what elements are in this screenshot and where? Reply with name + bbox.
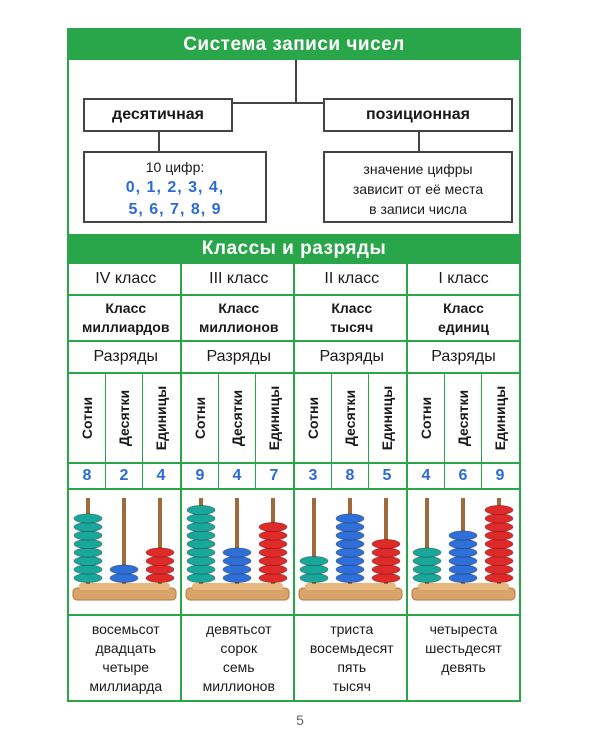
abacus-base-top [418, 583, 509, 590]
positional-description-box [323, 151, 513, 223]
abacus [182, 490, 296, 614]
place-label-cell [445, 374, 481, 462]
place-label: Сотни [418, 396, 434, 440]
abacus-bead [449, 531, 477, 540]
abacus-bead [336, 573, 364, 582]
abacus-bead [413, 573, 441, 582]
abacus-bead [259, 565, 287, 574]
place-divider [331, 464, 332, 488]
number-in-words [295, 616, 409, 700]
words-line: восемьсот [91, 621, 160, 637]
abacus-bead [413, 556, 441, 565]
class-name-line: единиц [438, 319, 489, 335]
abacus-bead [187, 522, 215, 531]
abacus-bead [259, 522, 287, 531]
abacus-bead [300, 565, 328, 574]
place-divider [218, 374, 219, 462]
place-label-cell [295, 374, 331, 462]
place-divider [444, 374, 445, 462]
abacus-bead [187, 573, 215, 582]
digit-value: 4 [232, 467, 242, 484]
place-divider [255, 374, 256, 462]
place-label-cell [256, 374, 292, 462]
abacus-bead [187, 556, 215, 565]
place-label-cell [182, 374, 218, 462]
place-labels [295, 374, 409, 462]
abacus-bead [449, 573, 477, 582]
words-line: сорок [220, 640, 258, 656]
classes-band: Классы и разряды [69, 234, 519, 264]
words-line: пять [337, 659, 367, 675]
abacus-bead [413, 565, 441, 574]
place-label: Десятки [229, 389, 245, 447]
class-column [182, 264, 296, 702]
abacus-bead [146, 565, 174, 574]
digit-value: 4 [421, 467, 431, 484]
place-label: Десятки [116, 389, 132, 447]
abacus-bead [223, 565, 251, 574]
abacus-bead [449, 539, 477, 548]
place-divider [481, 374, 482, 462]
abacus-bead [146, 556, 174, 565]
place-divider [444, 464, 445, 488]
abacus [408, 490, 519, 614]
abacus-bead [74, 531, 102, 540]
place-labels [182, 374, 296, 462]
abacus-bead [449, 548, 477, 557]
place-labels [69, 374, 183, 462]
title-band: Система записи чисел [69, 30, 519, 60]
digit-value: 8 [82, 467, 92, 484]
class-name-line: тысяч [330, 319, 374, 335]
digit-row [408, 464, 519, 488]
place-divider [368, 464, 369, 488]
digits-line-2: 5, 6, 7, 8, 9 [128, 201, 222, 218]
place-divider [481, 464, 482, 488]
digit-row [182, 464, 296, 488]
words-line: девятьсот [205, 621, 272, 637]
abacus-bead [336, 548, 364, 557]
abacus [295, 490, 409, 614]
abacus-bead [187, 531, 215, 540]
words-line: четыре [102, 659, 150, 675]
place-label-cell [482, 374, 518, 462]
place-divider [331, 374, 332, 462]
positional-line-3: в записи числа [369, 201, 467, 217]
class-name [408, 296, 519, 340]
class-name [295, 296, 409, 340]
abacus-bead [449, 565, 477, 574]
place-label: Десятки [342, 389, 358, 447]
class-name-line: миллионов [198, 319, 279, 335]
place-divider [255, 464, 256, 488]
abacus [69, 490, 183, 614]
abacus-bead [336, 565, 364, 574]
abacus-bead [485, 514, 513, 523]
abacus-bead [485, 548, 513, 557]
abacus-bead [485, 539, 513, 548]
digit-row [295, 464, 409, 488]
positional-heading-box: позиционная [323, 98, 513, 132]
razryady-label: Разряды [319, 348, 384, 365]
abacus-bead [187, 514, 215, 523]
abacus-bead [259, 531, 287, 540]
class-column [69, 264, 183, 702]
connector-stem [295, 60, 297, 103]
abacus-base-top [79, 583, 170, 590]
place-label-cell [219, 374, 255, 462]
abacus-drawing [295, 490, 406, 614]
class-name [69, 296, 183, 340]
abacus-bead [372, 548, 400, 557]
abacus-drawing [182, 490, 293, 614]
place-label: Сотни [192, 396, 208, 440]
place-label: Сотни [305, 396, 321, 440]
abacus-bead [187, 548, 215, 557]
abacus-bead [372, 539, 400, 548]
digit-value: 4 [156, 467, 166, 484]
digit-value: 9 [495, 467, 505, 484]
abacus-bead [336, 522, 364, 531]
words-line: триста [330, 621, 374, 637]
razryady-label: Разряды [431, 348, 496, 365]
place-divider [142, 464, 143, 488]
number-in-words [69, 616, 183, 700]
abacus-bead [74, 539, 102, 548]
positional-line-2: зависит от её места [352, 181, 484, 197]
abacus-bead [372, 556, 400, 565]
place-label: Единицы [492, 385, 508, 451]
class-label: I класс [438, 270, 489, 287]
decimal-caption: 10 цифр: [145, 159, 205, 175]
class-name-line: Класс [105, 300, 147, 316]
abacus-bead [372, 565, 400, 574]
words-line: миллионов [202, 678, 275, 694]
words-line: миллиарда [89, 678, 163, 694]
words-line: девять [441, 659, 486, 675]
place-divider [105, 374, 106, 462]
digit-value: 3 [308, 467, 318, 484]
digit-value: 7 [269, 467, 279, 484]
abacus-bead [223, 548, 251, 557]
words-line: шестьдесят [425, 640, 502, 656]
place-label: Единицы [266, 385, 282, 451]
abacus-bead [485, 556, 513, 565]
place-divider [142, 374, 143, 462]
abacus-bead [146, 548, 174, 557]
place-label-cell [143, 374, 179, 462]
place-label: Сотни [79, 396, 95, 440]
abacus-bead [336, 531, 364, 540]
abacus-bead [259, 548, 287, 557]
abacus-bead [485, 505, 513, 514]
abacus-bead [259, 556, 287, 565]
place-label: Единицы [379, 385, 395, 451]
class-name [182, 296, 296, 340]
abacus-bead [300, 556, 328, 565]
razryady-label: Разряды [93, 348, 158, 365]
abacus-bead [413, 548, 441, 557]
class-label: II класс [324, 270, 380, 287]
abacus-bead [146, 573, 174, 582]
abacus-bead [485, 565, 513, 574]
abacus-bead [74, 556, 102, 565]
abacus-bead [336, 556, 364, 565]
abacus-bead [485, 573, 513, 582]
abacus-bead [74, 573, 102, 582]
place-label-cell [332, 374, 368, 462]
abacus-bead [336, 539, 364, 548]
words-line: четыреста [429, 621, 498, 637]
abacus-drawing [408, 490, 519, 614]
words-line: двадцать [95, 640, 157, 656]
place-labels [408, 374, 519, 462]
class-name-line: Класс [218, 300, 260, 316]
abacus-bead [187, 539, 215, 548]
connector-left [158, 132, 160, 152]
abacus-bead [74, 514, 102, 523]
abacus-bead [485, 531, 513, 540]
page-number: 5 [296, 712, 304, 728]
abacus-bead [74, 522, 102, 531]
digit-value: 9 [195, 467, 205, 484]
place-divider [105, 464, 106, 488]
decimal-digits-box [83, 151, 267, 223]
digit-row [69, 464, 183, 488]
positional-line-1: значение цифры [363, 161, 473, 177]
digits-line-1: 0, 1, 2, 3, 4, [125, 179, 225, 196]
number-system-card [67, 28, 521, 702]
place-label: Десятки [455, 389, 471, 447]
razryady-label: Разряды [206, 348, 271, 365]
place-divider [218, 464, 219, 488]
abacus-bead [259, 573, 287, 582]
abacus-bead [336, 514, 364, 523]
words-line: семь [222, 659, 255, 675]
class-column [408, 264, 519, 702]
abacus-bead [74, 565, 102, 574]
number-in-words [408, 616, 519, 700]
class-column [295, 264, 409, 702]
class-label: IV класс [95, 270, 157, 287]
class-name-line: Класс [331, 300, 373, 316]
digit-value: 6 [458, 467, 468, 484]
abacus-bead [259, 539, 287, 548]
abacus-bead [110, 565, 138, 574]
abacus-bead [300, 573, 328, 582]
abacus-bead [74, 548, 102, 557]
abacus-bead [110, 573, 138, 582]
place-label-cell [408, 374, 444, 462]
abacus-bead [187, 505, 215, 514]
place-label-cell [106, 374, 142, 462]
connector-right [418, 132, 420, 152]
decimal-heading-box: десятичная [83, 98, 233, 132]
digit-value: 5 [382, 467, 392, 484]
class-label: III класс [209, 270, 269, 287]
digit-value: 2 [119, 467, 129, 484]
abacus-bead [223, 573, 251, 582]
abacus-bead [223, 556, 251, 565]
words-line: тысяч [332, 678, 371, 694]
abacus-drawing [69, 490, 180, 614]
place-label-cell [69, 374, 105, 462]
abacus-bead [485, 522, 513, 531]
words-line: восемьдесят [309, 640, 394, 656]
abacus-bead [372, 573, 400, 582]
class-name-line: Класс [443, 300, 484, 316]
place-label: Единицы [153, 385, 169, 451]
abacus-bead [449, 556, 477, 565]
abacus-bead [187, 565, 215, 574]
number-in-words [182, 616, 296, 700]
class-name-line: миллиардов [82, 319, 170, 335]
digit-value: 8 [345, 467, 355, 484]
abacus-base-top [305, 583, 396, 590]
abacus-base-top [192, 583, 283, 590]
place-label-cell [369, 374, 405, 462]
place-divider [368, 374, 369, 462]
